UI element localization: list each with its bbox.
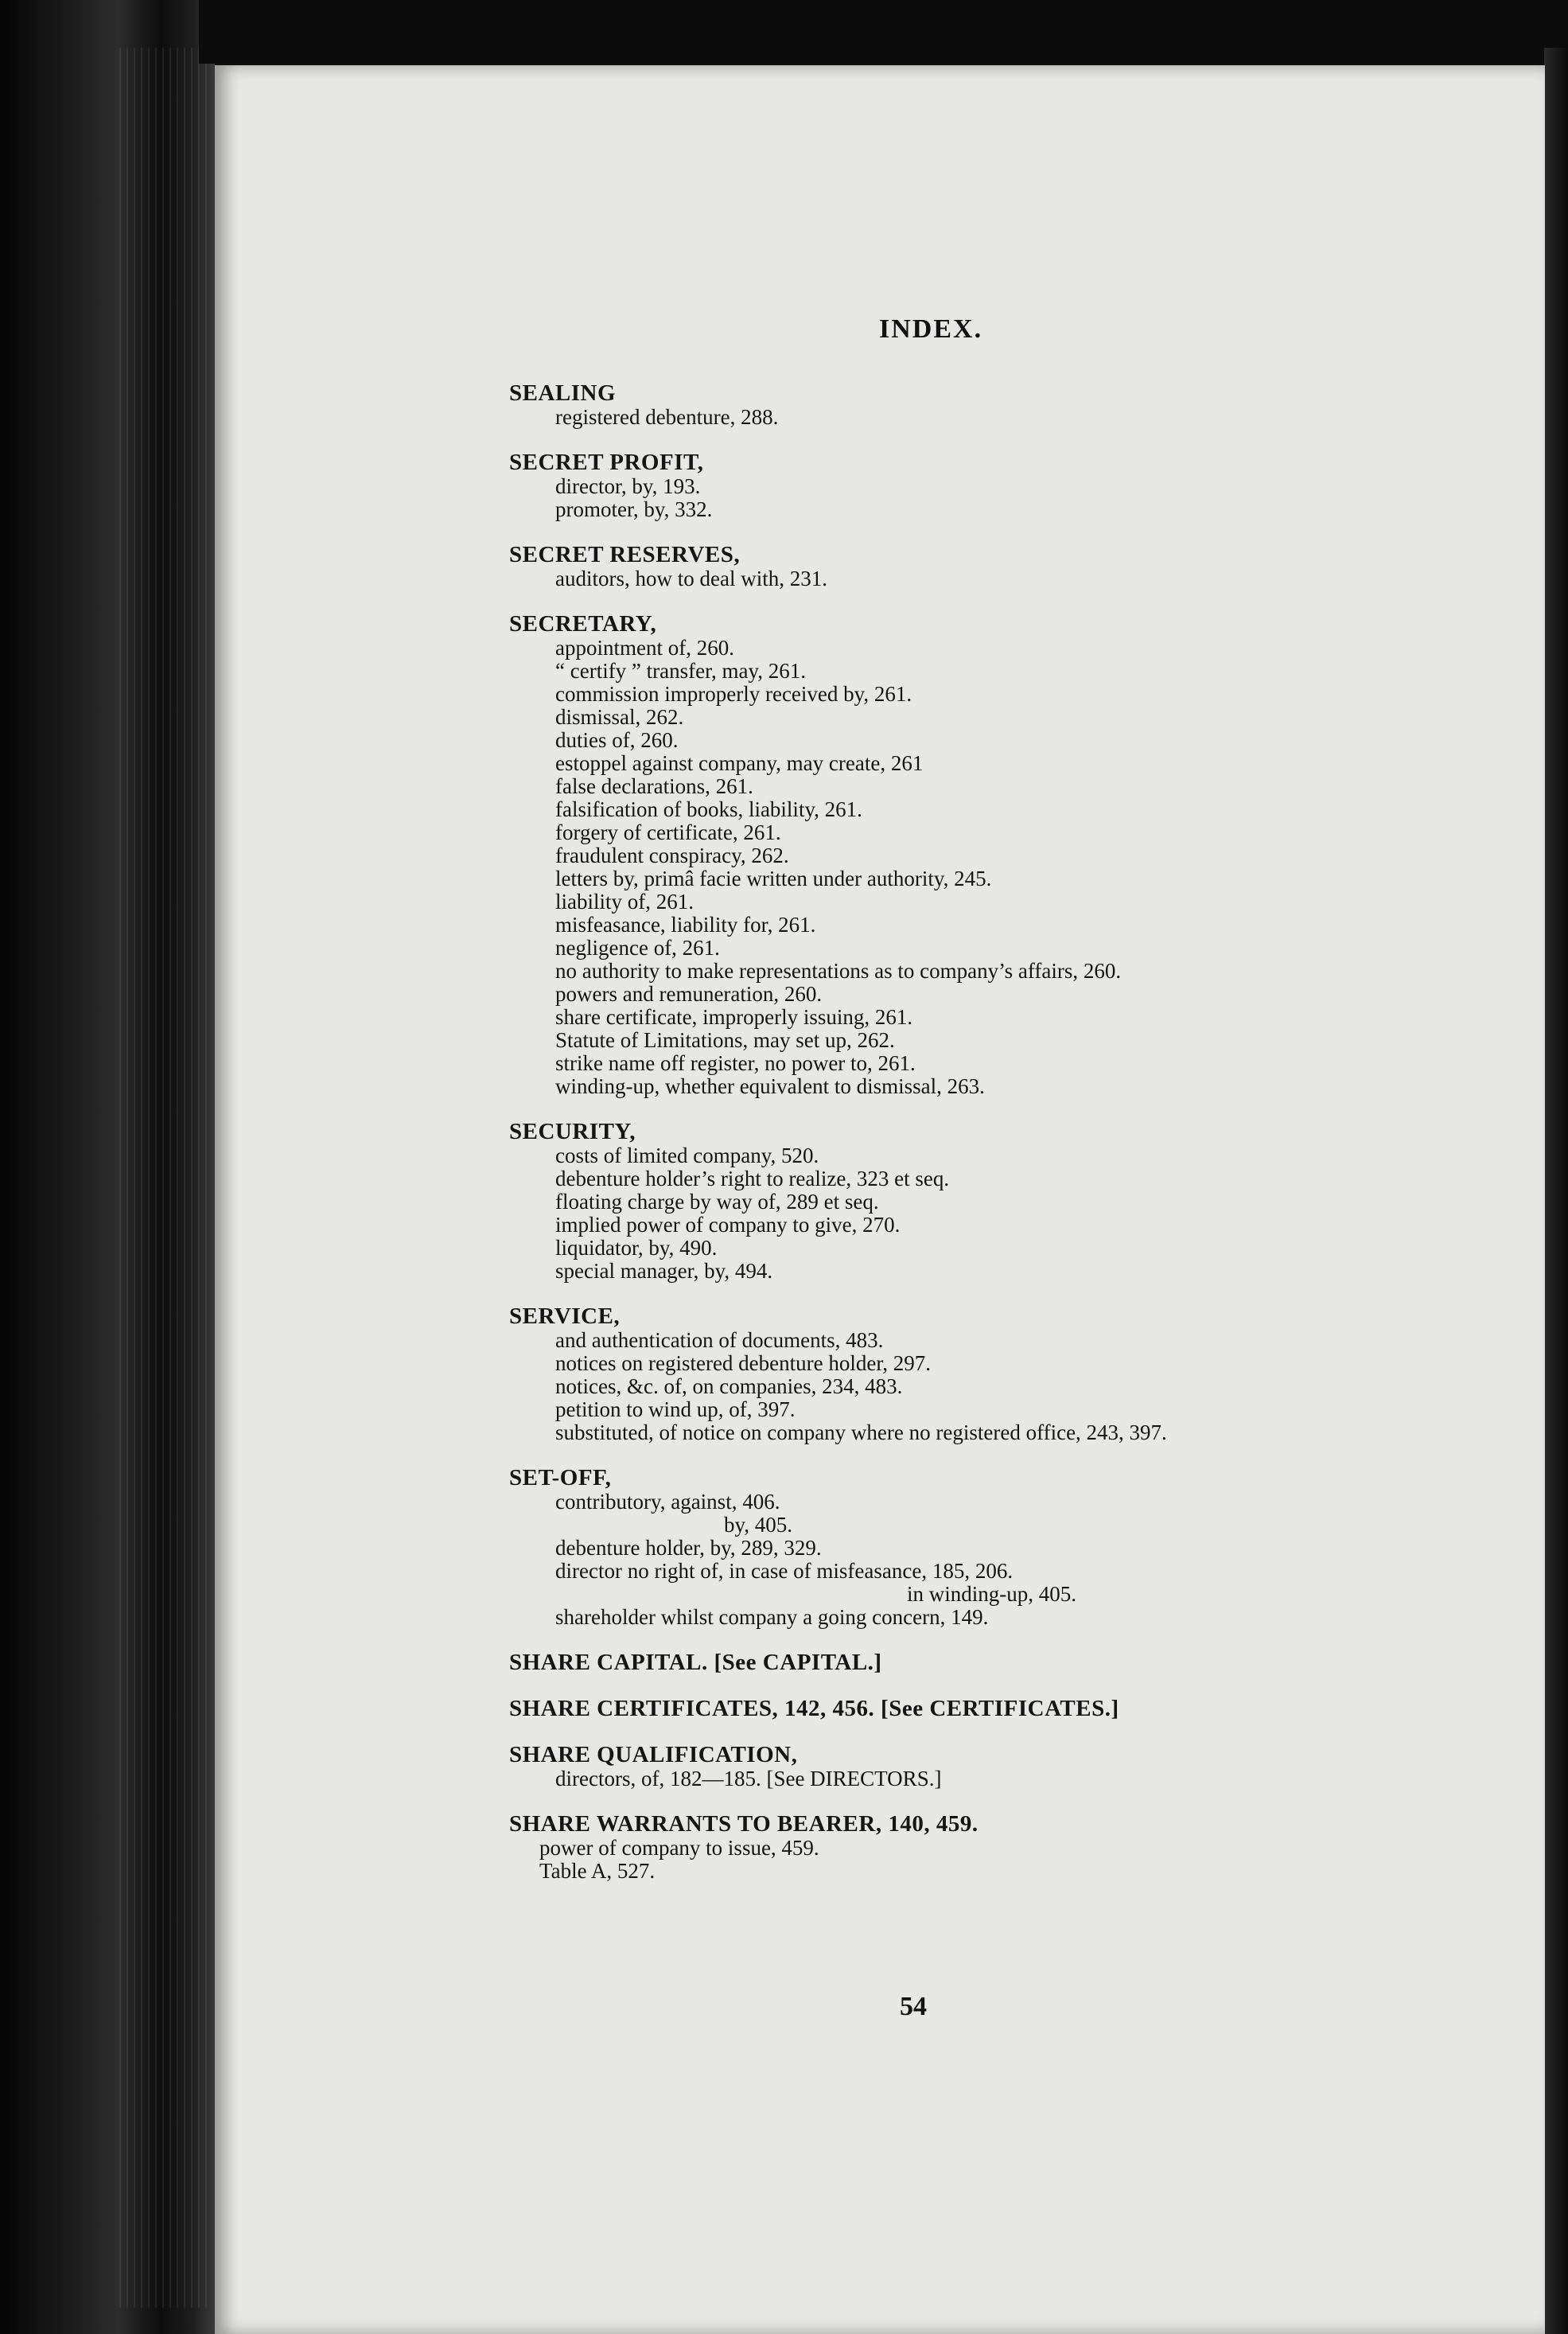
index-content: [509, 380, 1480, 1903]
entry-subheading: share certificate, improperly issuing, 261.: [555, 1005, 913, 1029]
page-number: 54: [900, 1992, 927, 2021]
index-entry: [509, 450, 1480, 521]
entry-subheading: dismissal, 262.: [555, 705, 684, 729]
index-entry: [509, 1303, 1480, 1444]
entry-subheading: debenture holder’s right to realize, 323 et seq.: [555, 1167, 950, 1190]
entry-subheading: director, by, 193.: [555, 474, 701, 498]
entry-subheading: and authentication of documents, 483.: [555, 1328, 884, 1352]
entry-heading: SHARE CAPITAL. [See CAPITAL.]: [509, 1650, 882, 1675]
entry-subheading: duties of, 260.: [555, 728, 679, 752]
entry-subheading: by, 405.: [724, 1513, 792, 1537]
entry-subheading: no authority to make representations as to company’s affairs, 260.: [555, 959, 1122, 983]
entry-subheading: liquidator, by, 490.: [555, 1236, 718, 1260]
entry-heading: SET-OFF,: [509, 1465, 612, 1490]
index-entry: [509, 1465, 1480, 1629]
entry-subheading: debenture holder, by, 289, 329.: [555, 1536, 822, 1560]
entry-subheading: false declarations, 261.: [555, 774, 753, 798]
scan-border-top: [199, 0, 1568, 64]
index-entry: [509, 1742, 1480, 1790]
index-entry: [509, 1811, 1480, 1883]
entry-subheading: floating charge by way of, 289 et seq.: [555, 1190, 879, 1214]
entry-subheading: Table A, 527.: [539, 1859, 656, 1883]
entry-heading: SHARE WARRANTS TO BEARER, 140, 459.: [509, 1811, 979, 1837]
entry-subheading: promoter, by, 332.: [555, 497, 713, 521]
entry-subheading: Statute of Limitations, may set up, 262.: [555, 1028, 895, 1052]
entry-subheading: negligence of, 261.: [555, 936, 720, 960]
entry-subheading: power of company to issue, 459.: [539, 1836, 819, 1860]
entry-subheading: petition to wind up, of, 397.: [555, 1397, 796, 1421]
entry-heading: SHARE QUALIFICATION,: [509, 1742, 798, 1767]
page-edges: [119, 48, 207, 2308]
entry-subheading: in winding-up, 405.: [907, 1582, 1076, 1606]
entry-subheading: liability of, 261.: [555, 890, 694, 914]
running-header: INDEX.: [879, 314, 983, 344]
entry-subheading: contributory, against, 406.: [555, 1490, 780, 1514]
entry-subheading: forgery of certificate, 261.: [555, 820, 781, 844]
entry-subheading: “ certify ” transfer, may, 261.: [555, 659, 807, 683]
entry-subheading: misfeasance, liability for, 261.: [555, 913, 816, 937]
entry-subheading: appointment of, 260.: [555, 636, 734, 660]
entry-subheading: auditors, how to deal with, 231.: [555, 567, 827, 590]
entry-subheading: notices, &c. of, on companies, 234, 483.: [555, 1374, 903, 1398]
index-entry: [509, 1650, 1480, 1675]
entry-subheading: implied power of company to give, 270.: [555, 1213, 901, 1237]
scan-border-right: [1544, 48, 1568, 2334]
entry-subheading: notices on registered debenture holder, 297.: [555, 1351, 932, 1375]
entry-subheading: fraudulent conspiracy, 262.: [555, 844, 789, 867]
entry-heading: SEALING: [509, 380, 617, 406]
entry-subheading: costs of limited company, 520.: [555, 1144, 819, 1167]
entry-subheading: shareholder whilst company a going concern, 149.: [555, 1605, 989, 1629]
entry-subheading: falsification of books, liability, 261.: [555, 797, 862, 821]
entry-subheading: letters by, primâ facie written under authority, 245.: [555, 867, 992, 890]
entry-subheading: winding-up, whether equivalent to dismissal, 263.: [555, 1074, 985, 1098]
entry-subheading: commission improperly received by, 261.: [555, 682, 912, 706]
entry-subheading: strike name off register, no power to, 261.: [555, 1051, 916, 1075]
index-entry: [509, 611, 1480, 1098]
entry-subheading: registered debenture, 288.: [555, 405, 779, 429]
entry-heading: SHARE CERTIFICATES, 142, 456. [See CERTIFICATES.]: [509, 1696, 1119, 1721]
index-entry: [509, 1696, 1480, 1721]
entry-heading: SECRET PROFIT,: [509, 450, 704, 475]
entry-heading: SECRET RESERVES,: [509, 542, 741, 567]
entry-heading: SERVICE,: [509, 1303, 621, 1329]
entry-heading: SECRETARY,: [509, 611, 657, 637]
entry-subheading: substituted, of notice on company where no registered office, 243, 397.: [555, 1420, 1167, 1444]
entry-subheading: directors, of, 182—185. [See DIRECTORS.]: [555, 1767, 942, 1790]
entry-subheading: special manager, by, 494.: [555, 1259, 773, 1283]
entry-subheading: director no right of, in case of misfeasance, 185, 206.: [555, 1559, 1014, 1583]
entry-subheading: powers and remuneration, 260.: [555, 982, 823, 1006]
index-entry: [509, 1119, 1480, 1283]
entry-heading: SECURITY,: [509, 1119, 636, 1144]
entry-subheading: estoppel against company, may create, 261: [555, 751, 924, 775]
index-entry: [509, 542, 1480, 590]
index-entry: [509, 380, 1480, 429]
